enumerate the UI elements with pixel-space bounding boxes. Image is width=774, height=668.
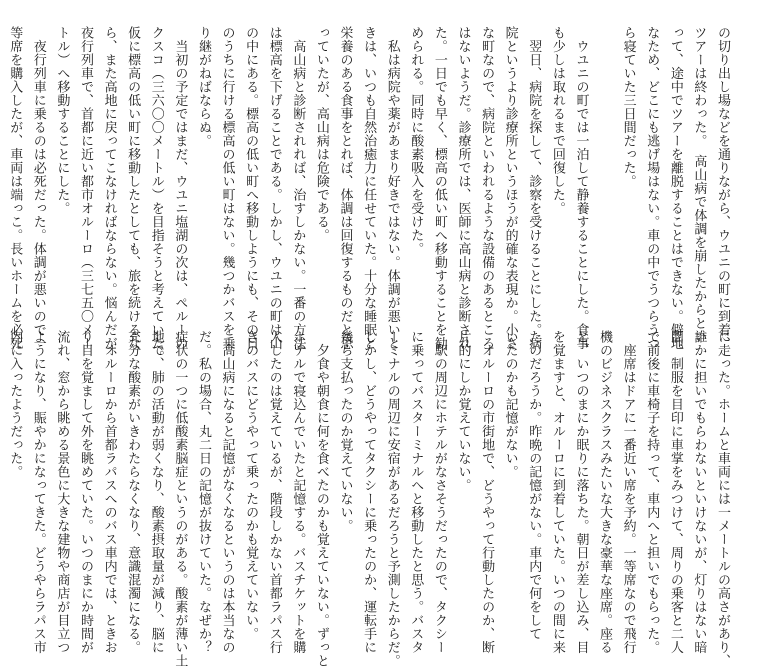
text-line: きのバスにどうやって乗ったのかも覚えていない。 <box>243 330 259 641</box>
text-line: 内に入ったようだった。 <box>7 330 23 479</box>
text-line: 栄養のある食事をとれば、体調は回復するものだと思 <box>337 26 353 350</box>
text-line: 充分な酸素がいきわたらなくなり、意識混濁になる。 <box>125 330 141 654</box>
text-line: ら、また高地に戻ってこなければならない。悩んだが、 <box>101 26 117 364</box>
text-line: り目を覚まして外を眺めていた。いつのまにか時間が <box>77 330 93 654</box>
text-line: ウユニの町では一泊して静養することにした。食事 <box>573 26 589 350</box>
text-line: なため、どこにも逃げ場はない。車の中でうつらうつ <box>644 26 660 350</box>
text-line: 流れ、窓から眺める景色に大きな建物や商店が目立つ <box>54 330 70 654</box>
text-line: ツアーは終わった。 高山病で体調を崩したからとい <box>691 26 707 344</box>
text-line: 闇。制服を目印に車掌をみつけて、周りの乗客と二人 <box>667 330 683 654</box>
text-line: められる。同時に酸素吸入を受けた。 <box>408 26 424 256</box>
text-line: クスコ（三六〇〇メートル）を目指そうと考えていた。 <box>148 26 164 364</box>
text-line: オルーロの市街地で、どうやって行動したのか、断 <box>479 330 495 654</box>
text-line: って、途中でツアーを離脱することはできない。僻地 <box>667 26 683 350</box>
text-line: っていたが、高山病は危険である。 <box>313 26 329 242</box>
text-line: の切り出し場などを通りながら、ウユニの町に到着、 <box>715 26 730 350</box>
text-line: 幾ら支払ったのか覚えていない。 <box>337 330 353 533</box>
text-line: 機のビジネスクラスみたいな大きな豪華な座席。座る <box>597 330 613 654</box>
text-line: 高山病と診断されれば、治すしかない。一番の方法 <box>290 26 306 350</box>
text-line: 誰かに担いでもらわないといけないが、灯りはない暗 <box>691 330 707 654</box>
text-line: 駅の周辺にホテルがなさそうだったので、タクシー <box>431 330 447 654</box>
text-line: ホテルで寝込んでいたと記憶する。バスチケットを購 <box>290 330 306 654</box>
text-line: た。一日でも早く、標高の低い町へ移動することを勧 <box>431 26 447 350</box>
text-line: 仮に標高の低い町に移動したとしても、旅を続けるな <box>125 26 141 350</box>
text-line: は標高を下げることである。しかし、ウユニの町は山 <box>266 26 282 350</box>
text-line: いたのかも記憶がない。 <box>502 330 518 479</box>
text-line: 座席はドアに一番近い席を予約。一等席なので飛行 <box>620 330 636 654</box>
text-line: に走った。ホームと車両には一メートルの高さがあり、 <box>715 330 730 668</box>
text-line: トル）へ移動することにした。 <box>54 26 70 215</box>
text-line: 等席を購入したが、車両は端っこ。長いホームを必死 <box>7 26 23 350</box>
text-line: 片的にしか覚えていない。 <box>455 330 471 492</box>
text-line: の中にある。標高の低い町へ移動しようにも、その日 <box>243 26 259 350</box>
text-line: たのだろうか。昨晩の記憶がない。車内で何をして <box>526 330 542 641</box>
text-line: 地で、肺の活動が弱くなり、酸素摂取量が減り、脳に <box>148 330 164 654</box>
text-line: 夜行列車に乗るのは必死だった。体調が悪いので一 <box>30 26 46 350</box>
text-line: きは、いつも自然治癒力に任せていた。十分な睡眠と <box>361 26 377 350</box>
text-line: も少しは取れるまで回復した。 <box>549 26 565 215</box>
text-line: に乗ってバスターミナルへと移動したと思う。バスタ <box>408 330 424 654</box>
text-line: 翌日、病院を探して、診察を受けることにした。病 <box>526 26 542 350</box>
text-line: ーミナルの周辺に安宿があるだろうと予測したからだ。 <box>384 330 400 668</box>
text-line: だ。私の場合、丸二日の記憶が抜けていた。なぜか？ <box>195 330 211 654</box>
paragraph-spacer <box>592 26 616 316</box>
text-line: ら寝ていた三日間だった。 <box>620 26 636 188</box>
text-line: 症状の一つに低酸素脳症というのがある。酸素が薄い土 <box>172 330 188 668</box>
upper-text-block <box>7 26 734 364</box>
text-line: 入したのは覚えているが、階段しかない首都ラパス行 <box>266 330 282 654</box>
text-line: り継がねばならぬ。 <box>195 26 211 148</box>
text-line: ようになり、賑やかになってきた。どうやらラパス市 <box>30 330 46 654</box>
text-line: 私は病院や薬があまり好きではない。体調が悪いと <box>384 26 400 350</box>
text-line: 夕食や朝食に何を食べたのかも覚えていない。ずっと <box>313 330 329 668</box>
text-line: オルーロから首都ラパスへのバス車内では、ときお <box>101 330 117 654</box>
text-line: 高山病になると記憶がなくなるというのは本当なの <box>219 330 235 654</box>
text-line: はないようだ。診療所では、医師に高山病と診断され <box>455 26 471 350</box>
text-line: で前後に車椅子を持って、車内へと担いでもらった。 <box>644 330 660 654</box>
text-line: と、いつのまにか眠りに落ちた。朝日が差し込み、目 <box>573 330 589 654</box>
text-line: 院というより診療所というほうが的確な表現か。小さ <box>502 26 518 350</box>
text-line: のうちに行ける標高の低い町はない。幾つかバスを乗 <box>219 26 235 350</box>
text-line: しかし、どうやってタクシーに乗ったのか、運転手に <box>361 330 377 654</box>
lower-text-block <box>7 330 734 668</box>
text-line: な町なので、病院といわれるような設備のあるところ <box>479 26 495 350</box>
text-line: 当初の予定ではまだ、ウユニ塩湖の次は、ペルーの <box>172 26 188 350</box>
text-line: 夜行列車で、首都に近い都市オルーロ（三七五〇メー <box>77 26 93 350</box>
text-line: を覚ますと、オルーロに到着していた。いつの間に来 <box>549 330 565 654</box>
